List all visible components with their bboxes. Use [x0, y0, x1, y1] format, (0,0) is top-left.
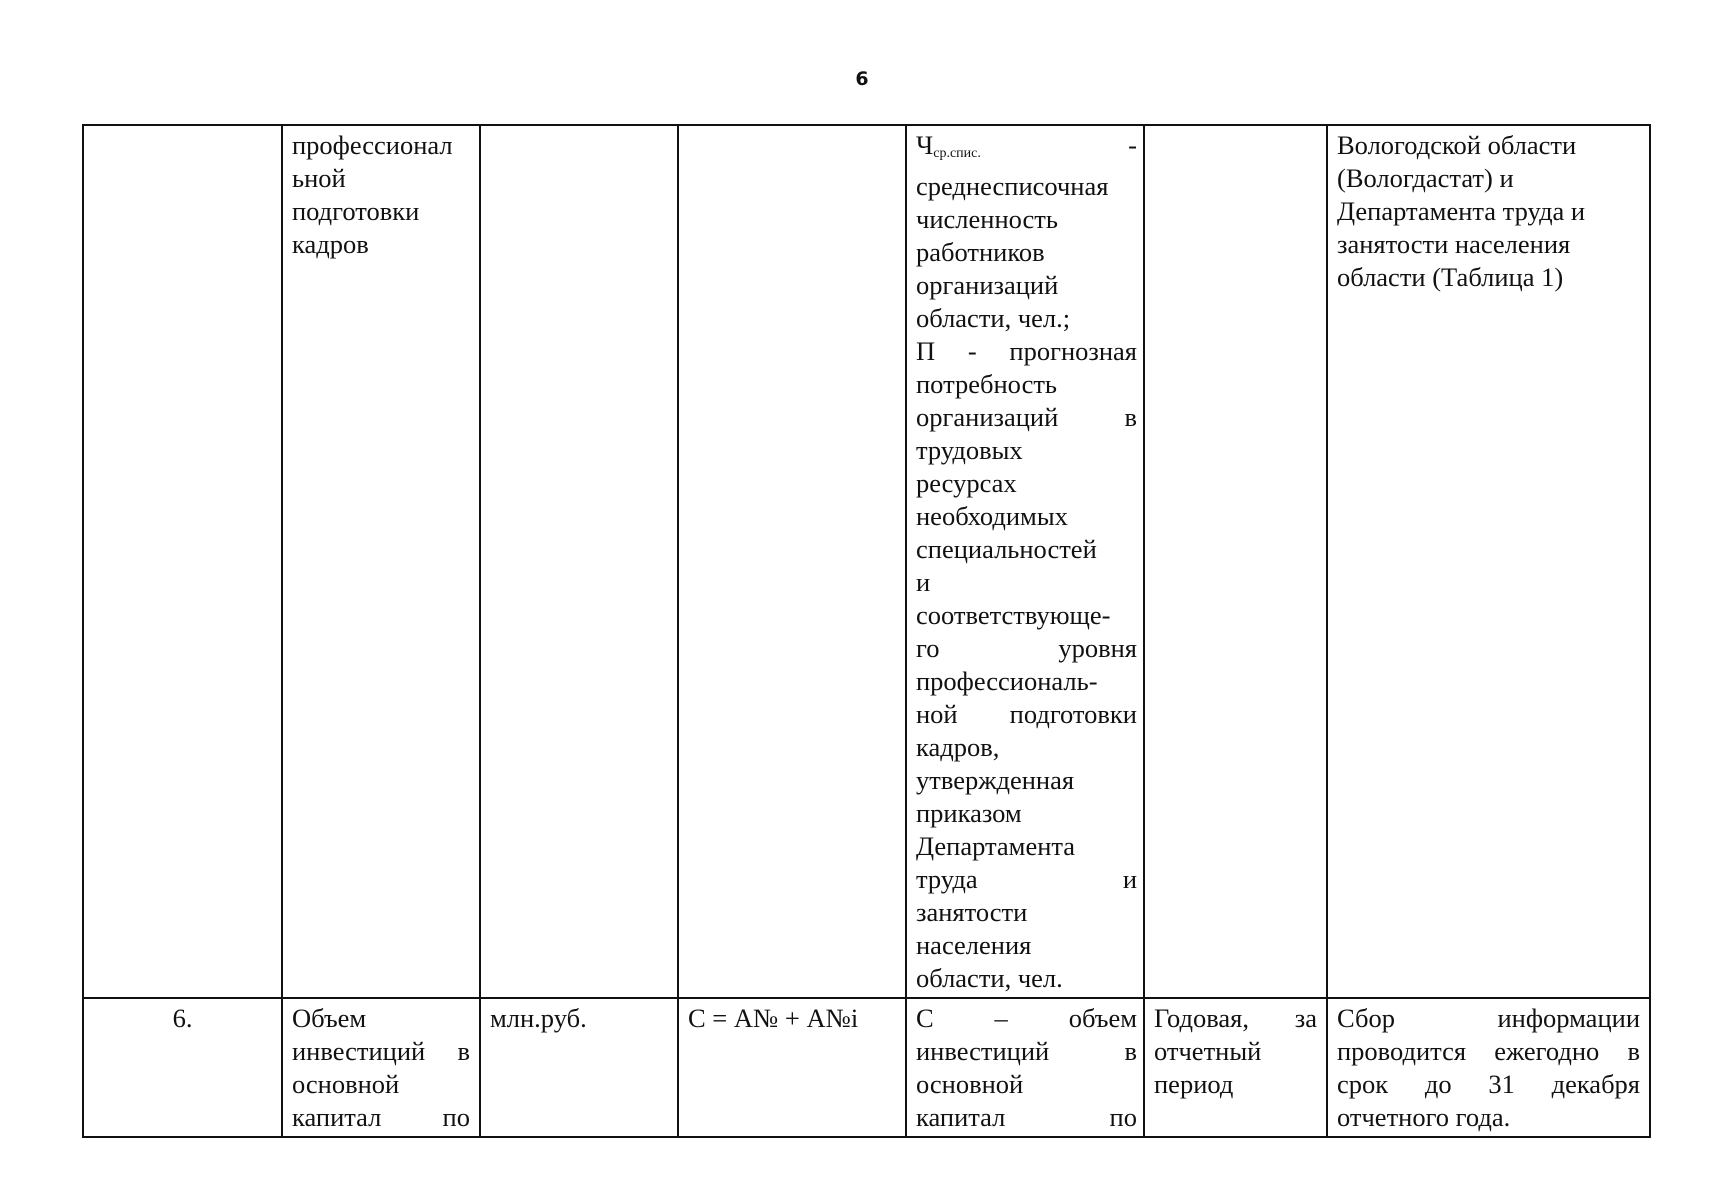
line: области, чел. [916, 963, 1063, 993]
symbol-line [916, 129, 1137, 170]
line: инвестиций в [916, 1036, 1137, 1066]
line: Объем [292, 1003, 367, 1033]
line: проводится ежегодно в [1337, 1036, 1640, 1066]
cell-number [83, 125, 282, 998]
line: П - прогнозная [916, 336, 1137, 366]
text-line: Департамента труда и [1337, 196, 1586, 226]
line: ной подготовки [916, 699, 1137, 729]
line: специальностей [916, 534, 1097, 564]
line: соответствующе- [916, 600, 1111, 630]
line: инвестиций в [292, 1036, 470, 1066]
line: кадров, [916, 732, 1000, 762]
line: отчетного года. [1337, 1102, 1511, 1132]
text-line: ьной [292, 163, 346, 193]
cell-periodicity [1144, 125, 1327, 998]
line: населения [916, 930, 1032, 960]
cell-indicator [282, 125, 480, 998]
cell-periodicity [1144, 998, 1327, 1137]
line: С – объем [916, 1003, 1137, 1033]
text-line: (Вологдастат) и [1337, 163, 1514, 193]
dash: - [1128, 130, 1137, 160]
line: работников [916, 237, 1045, 267]
line: основной [916, 1069, 1024, 1099]
line: трудовых [916, 435, 1023, 465]
line: Департамента [916, 831, 1076, 861]
cell-formula: С = А№ + А№i [678, 998, 906, 1137]
line: области, чел.; [916, 303, 1071, 333]
page-number: 6 [855, 68, 869, 90]
line: среднесписочная [916, 171, 1109, 201]
line: капитал по [292, 1102, 470, 1132]
text-line: занятости населения [1337, 229, 1571, 259]
line: занятости [916, 897, 1028, 927]
cell-description [906, 998, 1144, 1137]
symbol: $Ч_{ср.спис.}$ [916, 130, 981, 161]
indicator-table [82, 124, 1651, 1138]
line: Годовая, за [1154, 1003, 1317, 1033]
table-row [83, 998, 1650, 1137]
text-line: подготовки [292, 196, 420, 226]
text-line: области (Таблица 1) [1337, 262, 1564, 292]
line: профессиональ- [916, 666, 1098, 696]
table-row [83, 125, 1650, 998]
line: период [1154, 1069, 1234, 1099]
cell-collection [1327, 998, 1650, 1137]
text-line: кадров [292, 229, 369, 259]
text-line: профессионал [292, 130, 453, 160]
cell-indicator [282, 998, 480, 1137]
line: приказом [916, 798, 1022, 828]
cell-source [1327, 125, 1650, 998]
line: основной [292, 1069, 400, 1099]
cell-number: 6. [83, 998, 282, 1137]
line: численность [916, 204, 1058, 234]
cell-unit: млн.руб. [480, 998, 678, 1137]
line: ресурсах [916, 468, 1017, 498]
line: организаций [916, 270, 1059, 300]
line: утвержденная [916, 765, 1075, 795]
line: труда и [916, 864, 1137, 894]
line: организаций в [916, 402, 1137, 432]
line: срок до 31 декабря [1337, 1069, 1640, 1099]
line: го уровня [916, 633, 1137, 663]
line: Сбор информации [1337, 1003, 1640, 1033]
cell-unit [480, 125, 678, 998]
cell-description [906, 125, 1144, 998]
line: капитал по [916, 1102, 1137, 1132]
cell-formula [678, 125, 906, 998]
line: потребность [916, 369, 1058, 399]
line: необходимых [916, 501, 1068, 531]
line: и [916, 567, 931, 597]
line: отчетный [1154, 1036, 1262, 1066]
text-line: Вологодской области [1337, 130, 1577, 160]
